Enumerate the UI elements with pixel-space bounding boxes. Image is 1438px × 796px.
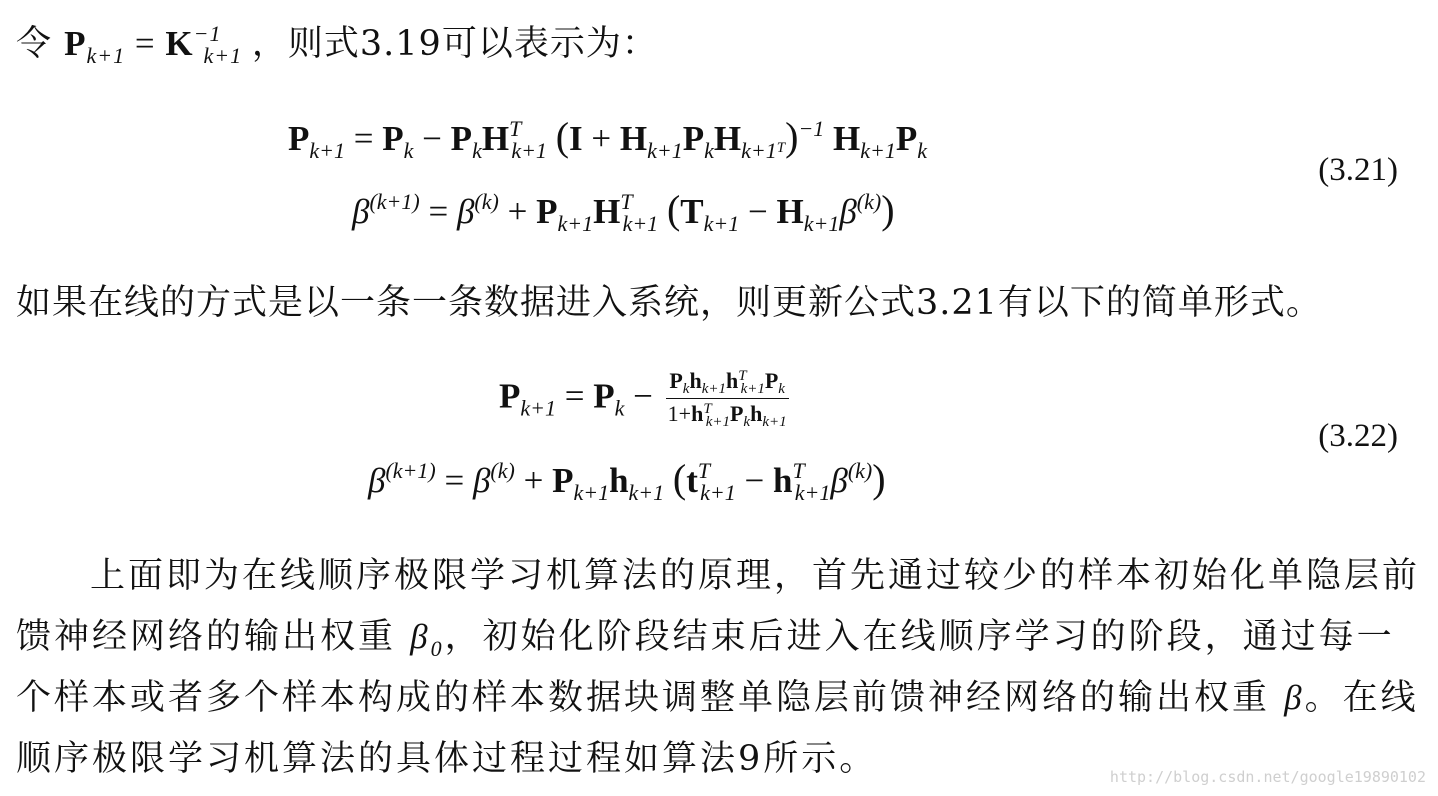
eq-3-21-line-2: $\beta^{(k+1)} = \beta^{(k)} + P_{k+1}H^T_{k+1}$ $(T_{k+1} - H_{k+1}\beta^{(k)})$: [352, 187, 895, 236]
paragraph-line-3-start: 个样本或者多个样本构成的样本数据块调整单隐层前馈神经网络的输出权重: [16, 678, 1271, 718]
eq-3-22-line-1: $P_{k+1} = P_k$ − $\frac{P_kh_{k+1}h^T_{k+1}P_k}{1+h^T_{k+1}P_kh_{k+1}}$: [499, 368, 787, 430]
eq-3-21-number: (3.21): [1318, 152, 1398, 188]
eq-3-22-fraction: $\frac{P_kh_{k+1}h^T_{k+1}P_k}{1+h^T_{k+1}P_kh_{k+1}}$: [667, 368, 787, 430]
intro-suffix: ，则式3.19可以表示为：: [251, 24, 658, 64]
watermark: http://blog.csdn.net/google19890102: [1109, 768, 1426, 786]
intro-line: [16, 14, 658, 76]
eq-3-22-line-2: $\beta^{(k+1)} = \beta^{(k)} + P_{k+1}h_{k+1}$ $(t^T_{k+1} - h^T_{k+1}\beta^{(k)})$: [368, 456, 886, 505]
paragraph-line-3-end: 。在线: [1304, 678, 1419, 718]
paragraph-line-2: [16, 609, 1395, 662]
intro-formula: $P_{k+1} = K^{-1}_{k+1}$: [64, 21, 243, 68]
paragraph-line-2-start: 馈神经网络的输出权重: [16, 617, 397, 657]
intro-prefix: 令: [16, 24, 53, 64]
eq-3-21-line-1: $P_{k+1} = P_k - P_kH^T_{k+1}$ $(I + H_{k+1}P_kH_{k+1^T})^{-1}$ $H_{k+1}P_k$: [288, 114, 928, 163]
eq-3-22-number: (3.22): [1318, 418, 1398, 454]
paragraph-line-4: 顺序极限学习机算法的具体过程过程如算法9所示。: [16, 739, 878, 779]
middle-text: 如果在线的方式是以一条一条数据进入系统，则更新公式3.21有以下的简单形式。: [16, 283, 1322, 323]
paragraph-line-3: [16, 670, 1419, 720]
beta-zero-symbol: $\beta_0$: [410, 617, 445, 661]
beta-symbol: β: [1284, 678, 1305, 717]
paragraph-line-1: 上面即为在线顺序极限学习机算法的原理，首先通过较少的样本初始化单隐层前: [90, 556, 1421, 596]
paragraph-line-2-end: ，初始化阶段结束后进入在线顺序学习的阶段，通过每一: [444, 617, 1395, 657]
